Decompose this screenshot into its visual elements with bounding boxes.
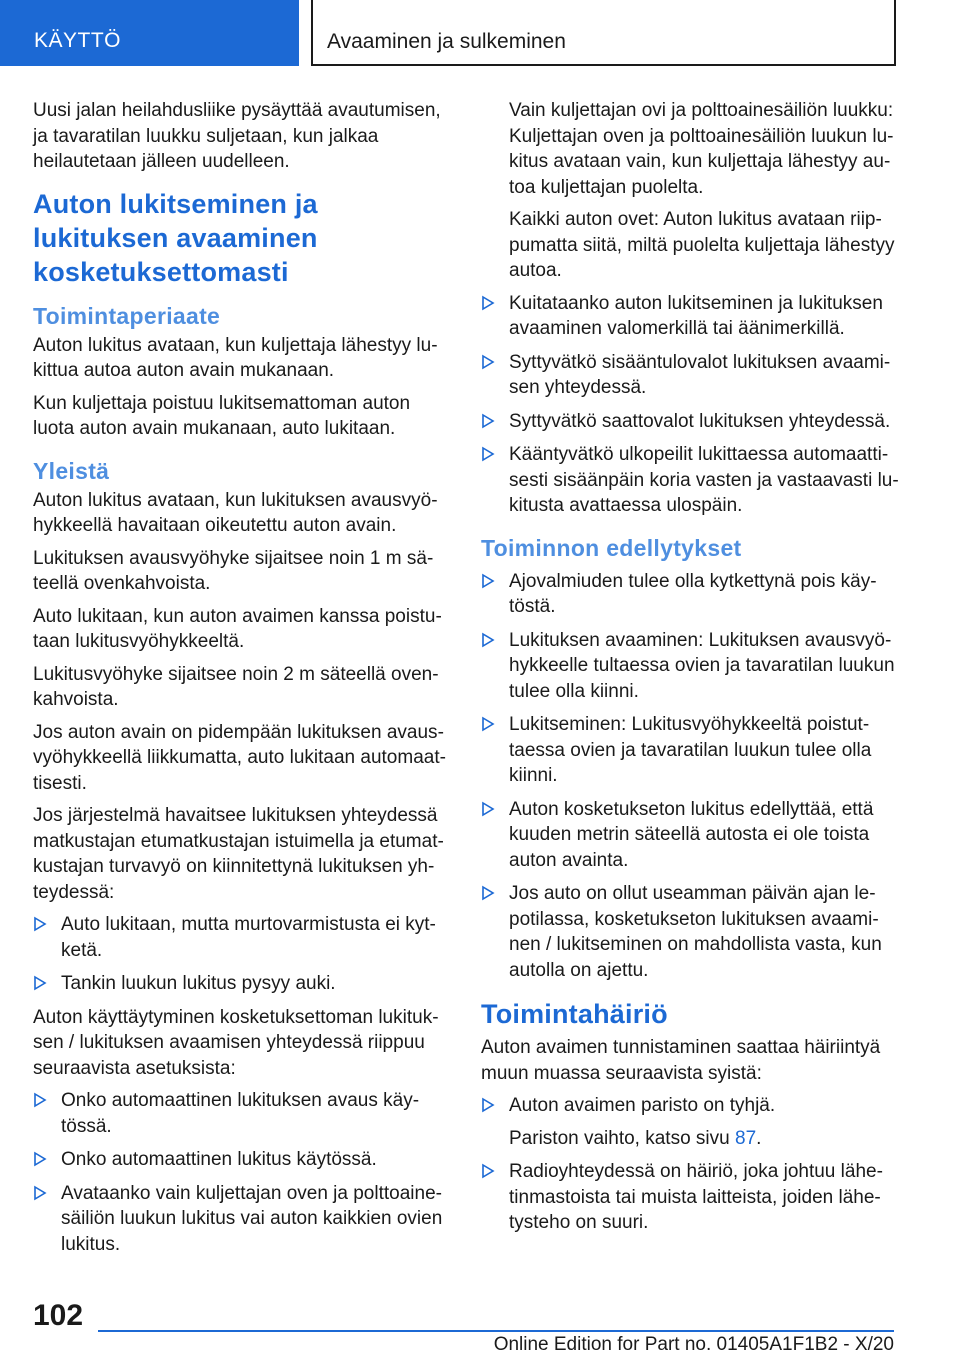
paragraph: Auton lukitus avataan, kun lukituksen avausvyöhykkeellä havaitaan oikeutettu auton avain.	[33, 489, 438, 536]
triangle-bullet-icon	[33, 1184, 47, 1202]
page-number: 102	[33, 1299, 84, 1332]
triangle-bullet-icon	[481, 631, 495, 649]
list-item: Auto lukitaan, mutta murtovarmistusta ei kytketä.	[33, 912, 453, 963]
battery-note: Pariston vaihto, katso sivu 87.	[509, 1127, 762, 1149]
list-item: Lukitseminen: Lukitusvyöhykkeeltä poistuttaessa ovien ja tavaratilan luukun tulee olla kiinni.	[481, 712, 899, 789]
list-item: Jos auto on ollut useamman päivän ajan lepotilassa, kosketukseton lukituksen avaaminen / lukitseminen on mahdollista vasta, kun autolla on ajettu.	[481, 881, 899, 983]
bullet-list	[481, 1093, 899, 1236]
triangle-bullet-icon	[481, 715, 495, 733]
paragraph: Jos auton avain on pidempään lukituksen avausvyöhykkeellä liikkumatta, auto lukitaan automaattisesti.	[33, 721, 446, 794]
list-item: Avataanko vain kuljettajan oven ja polttoainesäiliön luukun lukitus vai auton kaikkien ovien lukitus.	[33, 1181, 453, 1258]
bullet-list	[481, 291, 899, 519]
subheading-prerequisites: Toiminnon edellytykset	[481, 534, 742, 561]
list-item: Auton kosketukseton lukitus edellyttää, että kuuden metrin säteellä autosta ei ole toista auton avainta.	[481, 797, 899, 874]
paragraph: Kun kuljettaja poistuu lukitsemattoman auton luota auton avain mukanaan, auto lukitaan.	[33, 392, 411, 439]
triangle-bullet-icon	[481, 1096, 495, 1114]
right-column	[481, 98, 899, 1244]
list-item: Kuitataanko auton lukitseminen ja lukituksen avaaminen valomerkillä tai äänimerkillä.	[481, 291, 899, 342]
chapter-title-box	[311, 0, 896, 66]
list-item: Syttyvätkö saattovalot lukituksen yhteydessä.	[481, 409, 899, 435]
triangle-bullet-icon	[481, 572, 495, 590]
paragraph: Lukitusvyöhyke sijaitsee noin 2 m säteellä ovenkahvoista.	[33, 663, 439, 710]
footer-divider	[98, 1330, 894, 1332]
list-item: Auton avaimen paristo on tyhjä. Pariston vaihto, katso sivu 87.	[481, 1093, 899, 1151]
section-heading: Auton lukitseminen ja lukituksen avaaminen kosketuksettomasti	[33, 188, 318, 287]
triangle-bullet-icon	[481, 800, 495, 818]
section-label: KÄYTTÖ	[34, 29, 122, 52]
list-item: Syttyvätkö sisääntulovalot lukituksen avaamisen yhteydessä.	[481, 350, 899, 401]
list-item: Tankin luukun lukitus pysyy auki.	[33, 971, 453, 997]
triangle-bullet-icon	[481, 412, 495, 430]
page-header	[0, 0, 960, 66]
triangle-bullet-icon	[481, 884, 495, 902]
triangle-bullet-icon	[481, 445, 495, 463]
page-link[interactable]: 87	[735, 1127, 757, 1149]
subheading-principle: Toimintaperiaate	[33, 302, 221, 329]
footer-edition: Online Edition for Part no. 01405A1F1B2 - X/20	[493, 1334, 894, 1355]
triangle-bullet-icon	[33, 1150, 47, 1168]
paragraph: Jos järjestelmä havaitsee lukituksen yhteydessä matkustajan etumatkustajan istuimella ja etumatkustajan turvavyö on kiinnitettynä lukituksen yhteydessä:	[33, 805, 444, 903]
paragraph: Auton avaimen tunnistaminen saattaa häiriintyä muun muassa seuraavista syistä:	[481, 1037, 881, 1084]
chapter-title: Avaaminen ja sulkeminen	[327, 30, 566, 53]
paragraph: Auton lukitus avataan, kun kuljettaja lähestyy lukittua autoa auton avain mukanaan.	[33, 334, 438, 381]
triangle-bullet-icon	[33, 974, 47, 992]
left-column	[33, 98, 453, 1265]
bullet-list	[33, 1088, 453, 1257]
paragraph: Auton käyttäytyminen kosketuksettoman lukituksen / lukituksen avaamisen yhteydessä riippuu seuraavista asetuksista:	[33, 1006, 439, 1079]
list-item: Kääntyvätkö ulkopeilit lukittaessa automaattisesti sisäänpäin koria vasten ja vastaavasti lukitusta avattaessa ulospäin.	[481, 442, 899, 519]
paragraph: Lukituksen avausvyöhyke sijaitsee noin 1 m säteellä ovenkahvoista.	[33, 547, 434, 594]
paragraph: Auto lukitaan, kun auton avaimen kanssa poistutaan lukitusvyöhykkeeltä.	[33, 605, 442, 652]
list-item: Onko automaattinen lukituksen avaus käytössä.	[33, 1088, 453, 1139]
intro-paragraph: Uusi jalan heilahdusliike pysäyttää avautumisen, ja tavaratilan luukku suljetaan, kun jalkaa heilautetaan jälleen uudelleen.	[33, 100, 441, 172]
list-item: Onko automaattinen lukitus käytössä.	[33, 1147, 453, 1173]
triangle-bullet-icon	[33, 1091, 47, 1109]
triangle-bullet-icon	[481, 294, 495, 312]
triangle-bullet-icon	[33, 915, 47, 933]
triangle-bullet-icon	[481, 353, 495, 371]
subheading-general: Yleistä	[33, 457, 110, 484]
section-heading-malfunction: Toimintahäiriö	[481, 999, 668, 1029]
bullet-list	[33, 912, 453, 997]
triangle-bullet-icon	[481, 1162, 495, 1180]
section-tab	[0, 0, 299, 66]
list-item: Lukituksen avaaminen: Lukituksen avausvyöhykkeelle tultaessa ovien ja tavaratilan luukun tulee olla kiinni.	[481, 628, 899, 705]
list-item: Radioyhteydessä on häiriö, joka johtuu lähetinmastoista tai muista laitteista, joiden lähetysteho on suuri.	[481, 1159, 899, 1236]
paragraph: Vain kuljettajan ovi ja polttoainesäiliön luukku: Kuljettajan oven ja polttoainesäiliön luukun lukitus avataan vain, kun kuljettaja lähestyy autoa kuljettajan puolelta.	[509, 100, 894, 198]
bullet-list	[481, 569, 899, 984]
paragraph: Kaikki auton ovet: Auton lukitus avataan riippumatta siitä, miltä puolelta kuljettaja lähestyy autoa.	[509, 209, 895, 281]
list-item: Ajovalmiuden tulee olla kytkettynä pois käytöstä.	[481, 569, 899, 620]
